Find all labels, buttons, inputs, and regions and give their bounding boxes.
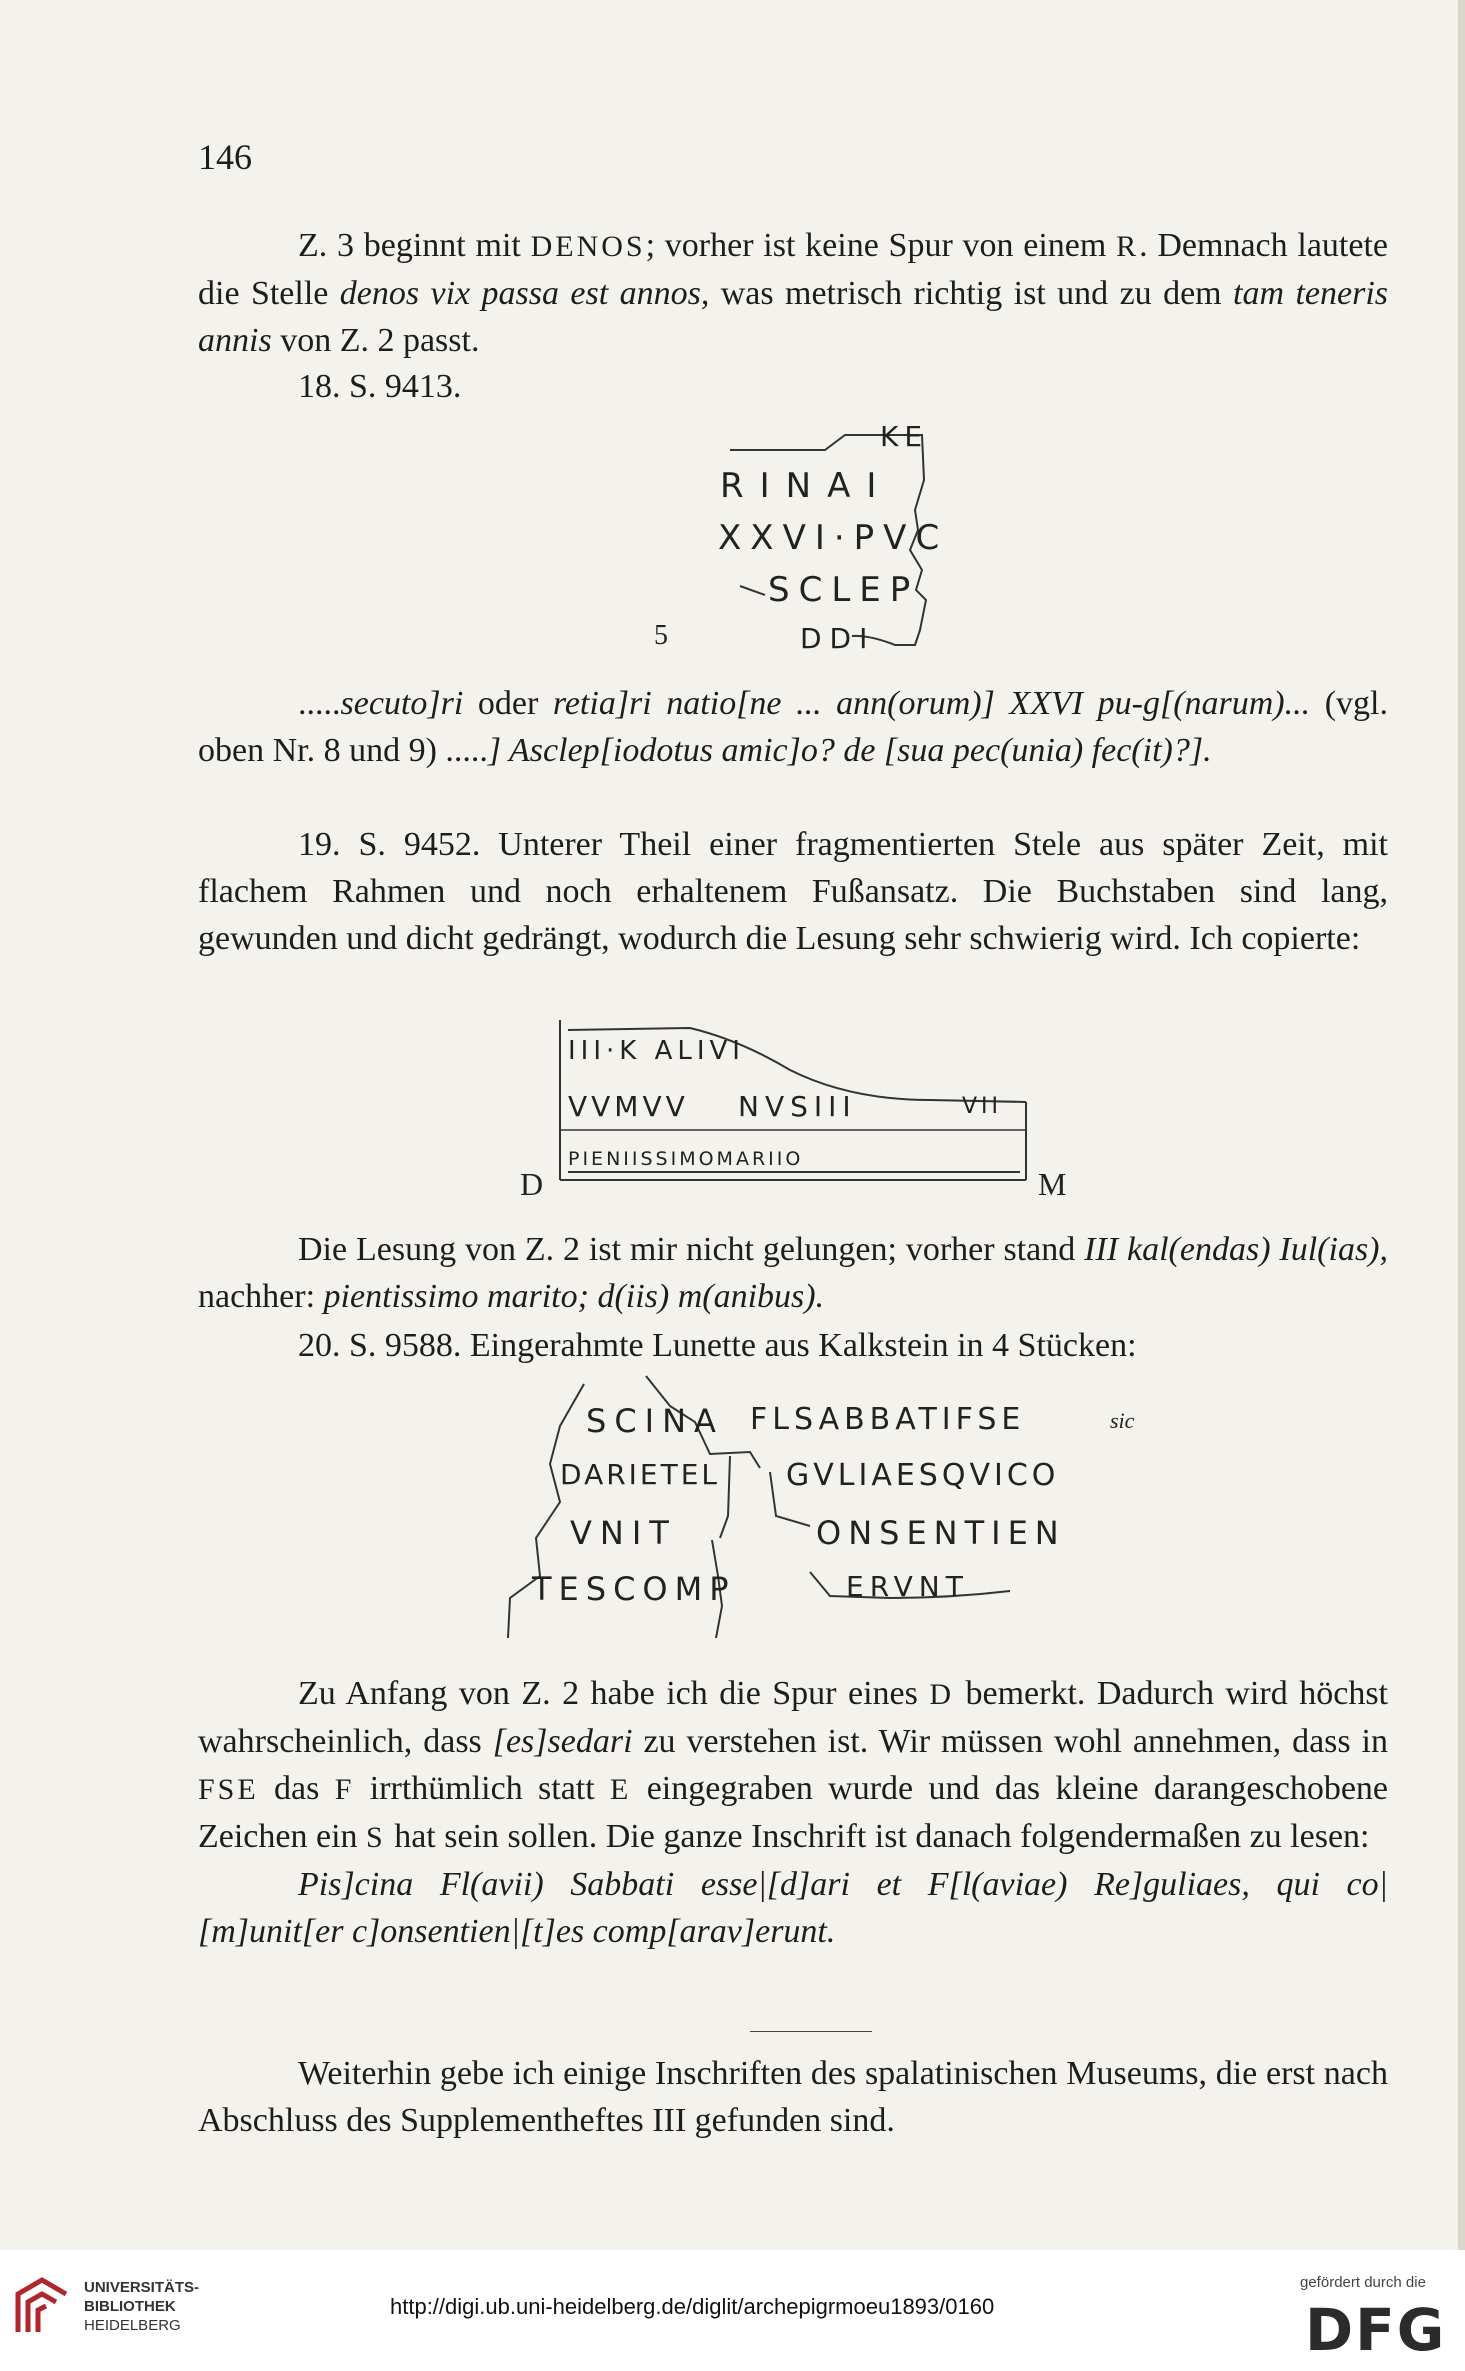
inscription-18-bottom: DDI [800,622,876,655]
paragraph-19: 19. S. 9452. Unterer Theil einer fragmentierten Stele aus später Zeit, mit flachem Rahmen und noch erhaltenem Fußansatz. Die Buchstaben sind lang, gewunden und dicht gedrängt, wodurch die Lesung sehr schwierig wird. Ich copierte: [198,826,1388,957]
inscription-19-line2c: VII [962,1094,1003,1119]
inscription-19-line3: PIENIISSIMOMARIIO [568,1148,804,1170]
inscription-19-m: M [1038,1166,1067,1202]
inscription-19-line1: III·K ALIVI [568,1036,745,1066]
library-name: UNIVERSITÄTS- BIBLIOTHEK HEIDELBERG [84,2279,200,2334]
funded-by-label: gefördert durch die [1300,2274,1426,2291]
page-edge [1458,0,1465,2250]
inscription-19 [510,1020,1070,1205]
inscription-18-line1: RINAI [720,466,893,506]
inscription-20 [450,1376,1170,1656]
inscription-18-line3: SCLEP [768,570,920,610]
heading-20: 20. S. 9588. Eingerahmte Lunette aus Kalkstein in 4 Stücken: [298,1327,1137,1364]
library-logo-icon [12,2272,72,2342]
divider [750,2031,872,2032]
inscription-20-line1b: FLSABBATIFSE [750,1402,1026,1437]
inscription-20-line4b: ERVNT [846,1570,969,1603]
paragraph-20: Zu Anfang von Z. 2 habe ich die Spur eines D bemerkt. Dadurch wird höchst wahrscheinlich, dass [es]sedari zu verstehen ist. Wir müssen wohl annehmen, dass in FSE das F irrthümlich statt E eingegraben wurde und das kleine darangeschobene Zeichen ein S hat sein sollen. Die ganze Inschrift ist danach folgendermaßen zu lesen: Pis]cina Fl(avii) Sabbati esse|[d]ari et F[l(aviae) Re]guliaes, qui co|[m]unit[er c]onsentien|[t]es comp[arav]erunt. [198,1670,1388,1955]
inscription-20-line2b: GVLIAESQVICO [786,1458,1060,1493]
inscription-18-line2: XXVI·PVC [718,518,949,558]
paragraph-18-reading: .....secuto]ri oder retia]ri natio[ne ... ann(orum)] XXVI pu-g[(narum)... (vgl. oben Nr. 8 und 9) .....] Asclep[iodotus amic]o? de [sua pec(unia) fec(it)?]. [198,685,1388,769]
inscription-20-line1a: SCINA [586,1402,724,1440]
inscription-20-line2a: DARIETEL [560,1458,721,1491]
reading-20: Pis]cina Fl(avii) Sabbati esse|[d]ari et F[l(aviae) Re]guliaes, qui co|[m]unit[er c]onsentien|[t]es comp[arav]erunt. [198,1866,1388,1950]
heading-18: 18. S. 9413. [298,368,462,405]
inscription-19-line2b: NVSIII [738,1090,857,1123]
dfg-logo: DFG [1305,2296,1447,2364]
source-url-link[interactable]: http://digi.ub.uni-heidelberg.de/diglit/archepigrmoeu1893/0160 [390,2294,995,2319]
inscription-20-line3b: ONSENTIEN [816,1514,1066,1552]
paragraph-closing: Weiterhin gebe ich einige Inschriften des spalatinischen Museums, die erst nach Abschluss des Supplementheftes III gefunden sind. [198,2055,1388,2139]
inscription-18 [640,420,960,660]
smallcaps-denos: DENOS [530,230,646,263]
paragraph-z3: Z. 3 beginnt mit DENOS; vorher ist keine Spur von einem R. Demnach lautete die Stelle denos vix passa est annos, was metrisch richtig ist und zu dem tam teneris annis von Z. 2 passt. [198,227,1388,359]
page-number: 146 [198,137,252,177]
inscription-19-line2a: VVMVV [568,1090,689,1123]
inscription-19-d: D [520,1166,544,1202]
inscription-20-line3a: VNIT [570,1514,677,1552]
inscription-20-sic: sic [1110,1408,1135,1433]
inscription-18-line-number: 5 [654,620,668,651]
inscription-20-line4a: TESCOMP [532,1570,736,1608]
footer-bar [0,2250,1465,2371]
inscription-18-top: KE [880,420,929,453]
paragraph-19-lesung: Die Lesung von Z. 2 ist mir nicht gelungen; vorher stand III kal(endas) Iul(ias), nachher: pientissimo marito; d(iis) m(anibus). [198,1231,1388,1315]
